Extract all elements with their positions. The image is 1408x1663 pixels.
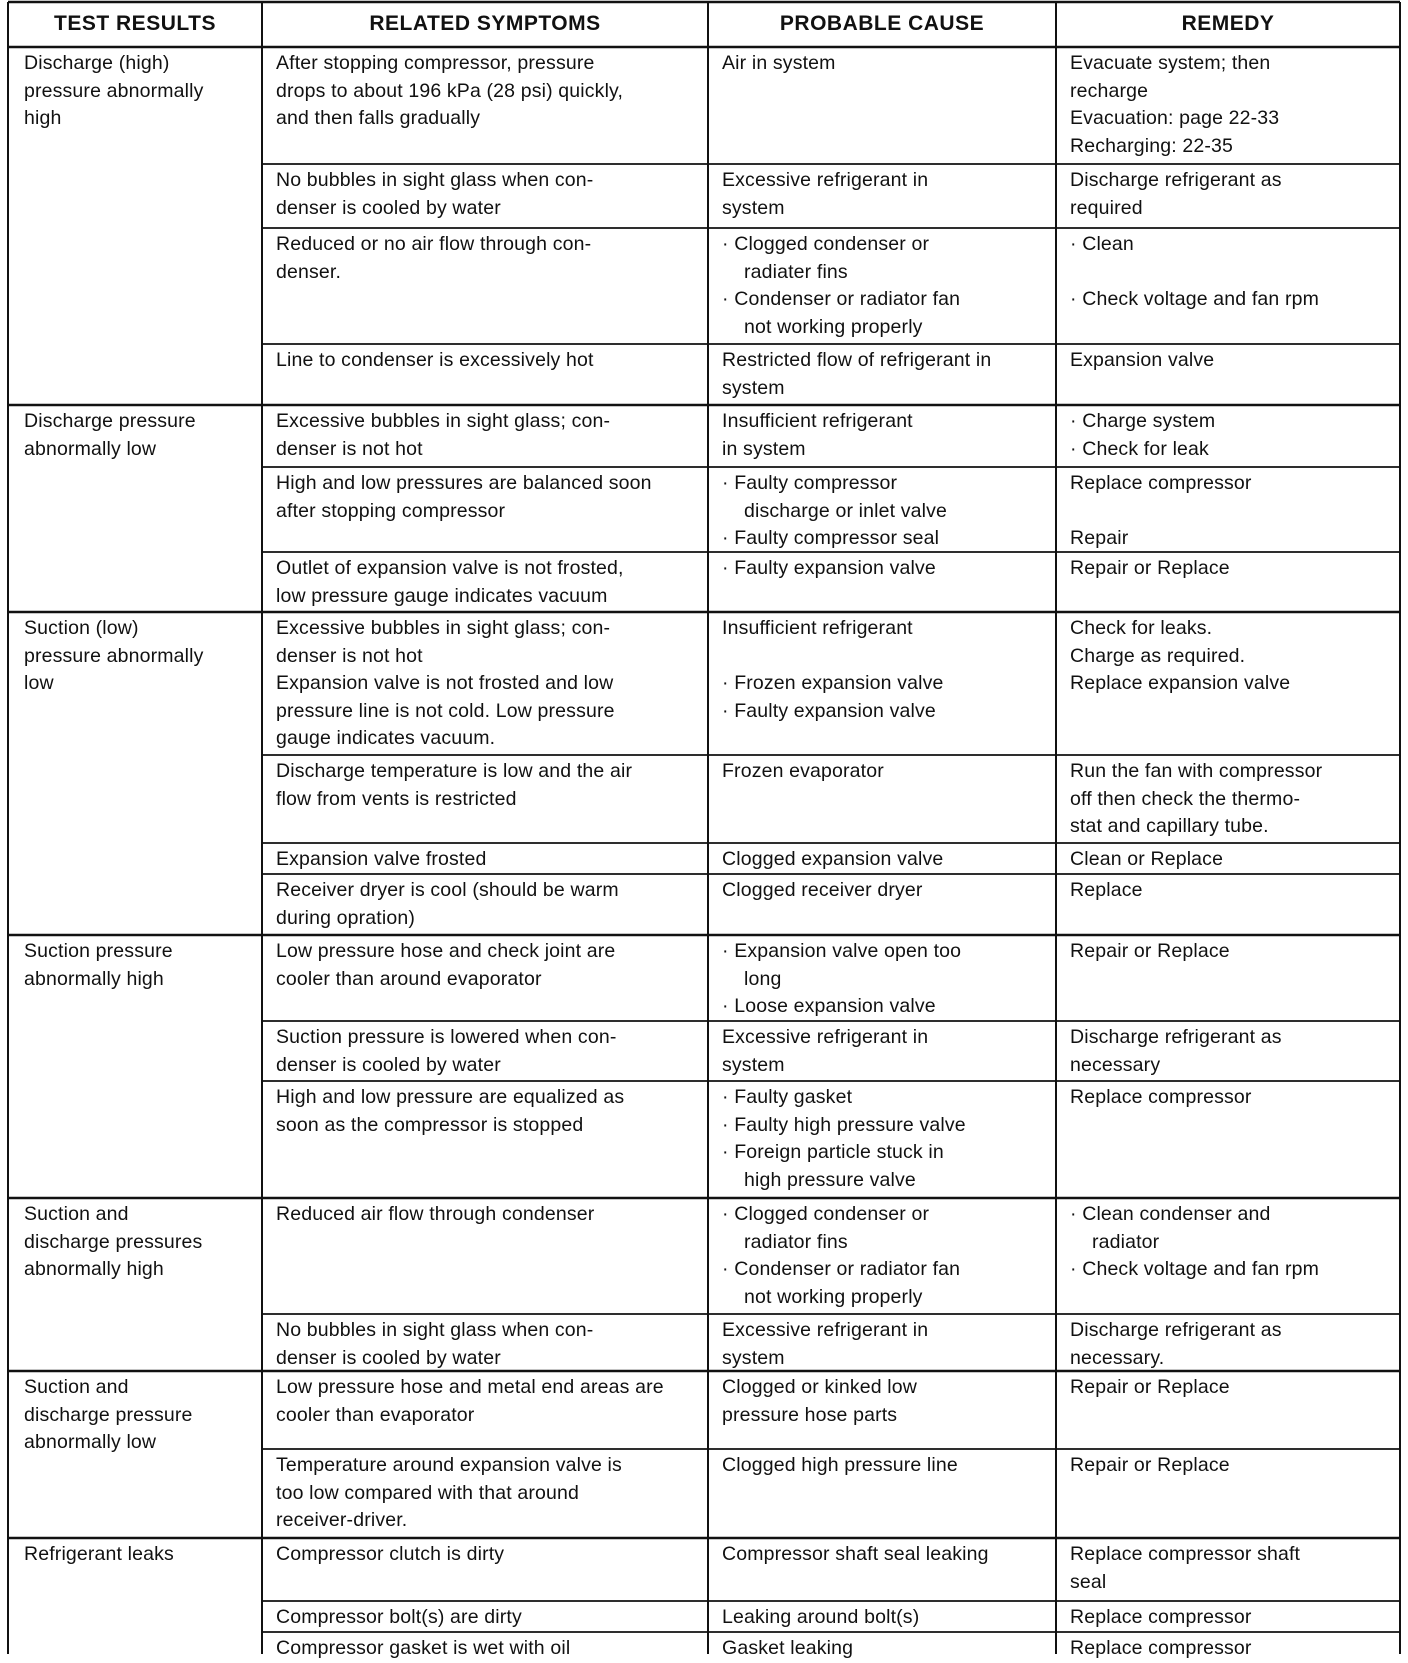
cause-text: Gasket leaking bbox=[722, 1637, 854, 1659]
remedy-text: · Charge system bbox=[1070, 410, 1216, 432]
symptom-text: Excessive bubbles in sight glass; con- bbox=[276, 410, 611, 432]
symptom-text: Expansion valve frosted bbox=[276, 848, 487, 870]
symptom-text: denser is not hot bbox=[276, 644, 423, 667]
remedy-text: Expansion valve bbox=[1070, 349, 1215, 371]
cause-text: in system bbox=[722, 437, 806, 460]
remedy-text: Replace compressor bbox=[1070, 1606, 1252, 1628]
test-result-text: pressure abnormally bbox=[24, 644, 204, 667]
remedy-text: Discharge refrigerant as bbox=[1070, 169, 1282, 191]
remedy-text: · Clean bbox=[1070, 233, 1134, 255]
cause-text: · Faulty expansion valve bbox=[722, 699, 936, 722]
symptom-text: Temperature around expansion valve is bbox=[276, 1454, 622, 1476]
cause-text: long bbox=[722, 967, 782, 990]
remedy-text: Evacuation: page 22-33 bbox=[1070, 107, 1280, 130]
cause-text: Clogged high pressure line bbox=[722, 1454, 958, 1476]
cause-text: Insufficient refrigerant bbox=[722, 617, 913, 639]
cause-text: Excessive refrigerant in bbox=[722, 1319, 929, 1341]
symptom-text: receiver-driver. bbox=[276, 1509, 408, 1532]
cause-text: discharge or inlet valve bbox=[722, 499, 948, 522]
remedy-text: · Check for leak bbox=[1070, 437, 1209, 460]
test-result-text: abnormally low bbox=[24, 437, 157, 460]
symptom-text: cooler than evaporator bbox=[276, 1403, 475, 1426]
test-result-text: Refrigerant leaks bbox=[24, 1543, 174, 1565]
remedy-text: Replace expansion valve bbox=[1070, 672, 1291, 695]
cause-text: Frozen evaporator bbox=[722, 760, 884, 782]
cause-text: system bbox=[722, 376, 785, 399]
symptom-text: too low compared with that around bbox=[276, 1481, 580, 1504]
symptom-text: and then falls gradually bbox=[276, 107, 481, 130]
symptom-text: No bubbles in sight glass when con- bbox=[276, 169, 594, 191]
remedy-text: Repair or Replace bbox=[1070, 940, 1230, 962]
header-probable-cause: PROBABLE CAUSE bbox=[779, 12, 985, 35]
cause-text: · Faulty high pressure valve bbox=[722, 1113, 966, 1136]
symptom-text: denser is cooled by water bbox=[276, 196, 501, 219]
remedy-text: Discharge refrigerant as bbox=[1070, 1026, 1282, 1048]
remedy-text: · Check voltage and fan rpm bbox=[1070, 288, 1320, 311]
cause-text: Excessive refrigerant in bbox=[722, 169, 929, 191]
cause-text: · Faulty compressor seal bbox=[722, 527, 940, 550]
remedy-text: Replace compressor bbox=[1070, 1637, 1252, 1659]
symptom-text: denser. bbox=[276, 260, 342, 283]
remedy-text: Repair or Replace bbox=[1070, 1376, 1230, 1398]
symptom-text: Excessive bubbles in sight glass; con- bbox=[276, 617, 611, 639]
symptom-text: gauge indicates vacuum. bbox=[276, 727, 496, 750]
cause-text: high pressure valve bbox=[722, 1168, 916, 1191]
cause-text: · Loose expansion valve bbox=[722, 995, 936, 1018]
symptom-text: Low pressure hose and check joint are bbox=[276, 940, 616, 962]
test-result-text: Discharge (high) bbox=[24, 52, 170, 74]
cause-text: · Expansion valve open too bbox=[722, 940, 962, 962]
cause-text: · Clogged condenser or bbox=[722, 233, 930, 255]
test-result-text: Suction (low) bbox=[24, 617, 139, 639]
cause-text: · Faulty compressor bbox=[722, 472, 898, 494]
cause-text: system bbox=[722, 196, 785, 219]
header-remedy: REMEDY bbox=[1181, 12, 1275, 35]
cause-text: Restricted flow of refrigerant in bbox=[722, 349, 992, 371]
symptom-text: during opration) bbox=[276, 906, 415, 929]
symptom-text: Line to condenser is excessively hot bbox=[276, 349, 594, 371]
remedy-text: Evacuate system; then bbox=[1070, 52, 1271, 74]
header-test-results: TEST RESULTS bbox=[54, 12, 216, 35]
cause-text: Compressor shaft seal leaking bbox=[722, 1543, 989, 1565]
cause-text: pressure hose parts bbox=[722, 1403, 898, 1426]
cause-text: Excessive refrigerant in bbox=[722, 1026, 929, 1048]
symptom-text: Suction pressure is lowered when con- bbox=[276, 1026, 617, 1048]
remedy-text: Charge as required. bbox=[1070, 644, 1246, 667]
symptom-text: low pressure gauge indicates vacuum bbox=[276, 584, 608, 607]
test-result-text: abnormally low bbox=[24, 1431, 157, 1454]
test-result-text: discharge pressure bbox=[24, 1403, 193, 1426]
test-result-text: abnormally high bbox=[24, 967, 164, 990]
cause-text: Clogged receiver dryer bbox=[722, 879, 923, 901]
remedy-text: Replace compressor shaft bbox=[1070, 1543, 1301, 1565]
remedy-text: seal bbox=[1070, 1570, 1107, 1593]
remedy-text: Check for leaks. bbox=[1070, 617, 1213, 639]
test-result-text: Discharge pressure bbox=[24, 410, 196, 432]
remedy-text: stat and capillary tube. bbox=[1070, 815, 1269, 838]
symptom-text: drops to about 196 kPa (28 psi) quickly, bbox=[276, 79, 624, 102]
cause-text: Clogged expansion valve bbox=[722, 848, 944, 870]
remedy-text: off then check the thermo- bbox=[1070, 787, 1301, 810]
symptom-text: pressure line is not cold. Low pressure bbox=[276, 699, 615, 722]
cause-text: · Condenser or radiator fan bbox=[722, 1258, 961, 1281]
symptom-text: flow from vents is restricted bbox=[276, 787, 517, 810]
cause-text: · Frozen expansion valve bbox=[722, 672, 944, 695]
symptom-text: High and low pressure are equalized as bbox=[276, 1086, 625, 1108]
cause-text: · Faulty expansion valve bbox=[722, 557, 936, 579]
symptom-text: Reduced or no air flow through con- bbox=[276, 233, 592, 255]
cause-text: · Foreign particle stuck in bbox=[722, 1141, 944, 1164]
symptom-text: denser is not hot bbox=[276, 437, 423, 460]
remedy-text: Repair or Replace bbox=[1070, 557, 1230, 579]
remedy-text: Discharge refrigerant as bbox=[1070, 1319, 1282, 1341]
remedy-text: required bbox=[1070, 196, 1143, 219]
symptom-text: Outlet of expansion valve is not frosted, bbox=[276, 557, 624, 579]
cause-text: · Clogged condenser or bbox=[722, 1203, 930, 1225]
cause-text: Leaking around bolt(s) bbox=[722, 1606, 920, 1628]
symptom-text: Discharge temperature is low and the air bbox=[276, 760, 633, 782]
symptom-text: Low pressure hose and metal end areas are bbox=[276, 1376, 664, 1398]
remedy-text: Repair bbox=[1070, 527, 1129, 550]
symptom-text: Expansion valve is not frosted and low bbox=[276, 672, 614, 695]
remedy-text: Recharging: 22-35 bbox=[1070, 134, 1233, 157]
test-result-text: Suction and bbox=[24, 1376, 129, 1398]
header-related-symptoms: RELATED SYMPTOMS bbox=[369, 12, 601, 35]
cause-text: Insufficient refrigerant bbox=[722, 410, 913, 432]
test-result-text: Suction pressure bbox=[24, 940, 173, 962]
remedy-text: · Clean condenser and bbox=[1070, 1203, 1271, 1225]
remedy-text: Replace bbox=[1070, 879, 1143, 901]
test-result-text: Suction and bbox=[24, 1203, 129, 1225]
test-result-text: discharge pressures bbox=[24, 1230, 203, 1253]
cause-text: · Condenser or radiator fan bbox=[722, 288, 961, 311]
remedy-text: Clean or Replace bbox=[1070, 848, 1224, 870]
symptom-text: cooler than around evaporator bbox=[276, 967, 542, 990]
remedy-text: Replace compressor bbox=[1070, 472, 1252, 494]
symptom-text: High and low pressures are balanced soon bbox=[276, 472, 652, 494]
symptom-text: Compressor gasket is wet with oil bbox=[276, 1637, 571, 1659]
test-result-text: abnormally high bbox=[24, 1258, 164, 1281]
symptom-text: Compressor bolt(s) are dirty bbox=[276, 1606, 522, 1628]
cause-text: · Faulty gasket bbox=[722, 1086, 853, 1108]
cause-text: not working properly bbox=[722, 1285, 923, 1308]
remedy-text: recharge bbox=[1070, 79, 1149, 102]
symptom-text: denser is cooled by water bbox=[276, 1346, 501, 1369]
test-result-text: low bbox=[24, 672, 54, 695]
cause-text: not working properly bbox=[722, 315, 923, 338]
symptom-text: soon as the compressor is stopped bbox=[276, 1113, 584, 1136]
symptom-text: No bubbles in sight glass when con- bbox=[276, 1319, 594, 1341]
remedy-text: necessary. bbox=[1070, 1346, 1165, 1369]
remedy-text: · Check voltage and fan rpm bbox=[1070, 1258, 1320, 1281]
cause-text: radiator fins bbox=[722, 1230, 848, 1253]
cause-text: Air in system bbox=[722, 52, 836, 74]
remedy-text: necessary bbox=[1070, 1053, 1161, 1076]
remedy-text: Run the fan with compressor bbox=[1070, 760, 1323, 782]
cause-text: Clogged or kinked low bbox=[722, 1376, 918, 1398]
symptom-text: Compressor clutch is dirty bbox=[276, 1543, 505, 1565]
test-result-text: pressure abnormally bbox=[24, 79, 204, 102]
remedy-text: radiator bbox=[1070, 1230, 1160, 1253]
remedy-text: Replace compressor bbox=[1070, 1086, 1252, 1108]
symptom-text: after stopping compressor bbox=[276, 499, 506, 522]
cause-text: system bbox=[722, 1346, 785, 1369]
symptom-text: denser is cooled by water bbox=[276, 1053, 501, 1076]
symptom-text: After stopping compressor, pressure bbox=[276, 52, 595, 74]
cause-text: system bbox=[722, 1053, 785, 1076]
cause-text: radiater fins bbox=[722, 260, 848, 283]
test-result-text: high bbox=[24, 107, 62, 130]
symptom-text: Reduced air flow through condenser bbox=[276, 1203, 595, 1225]
remedy-text: Repair or Replace bbox=[1070, 1454, 1230, 1476]
symptom-text: Receiver dryer is cool (should be warm bbox=[276, 879, 619, 901]
